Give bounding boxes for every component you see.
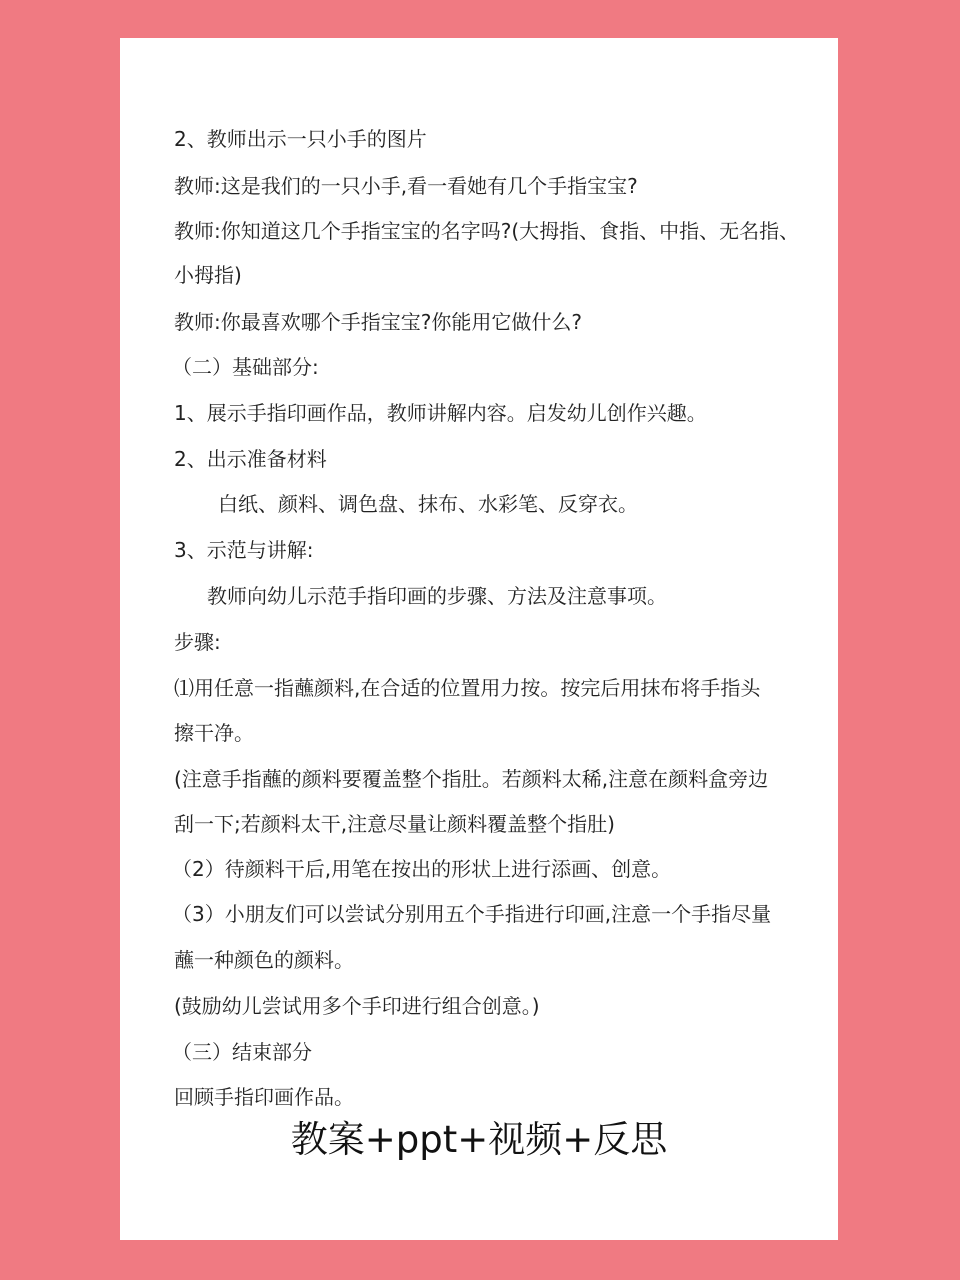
footer-title: 教案+ppt+视频+反思 [290,1118,668,1161]
text-line: 3、示范与讲解: [174,538,314,562]
text-line: 教师向幼儿示范手指印画的步骤、方法及注意事项。 [207,584,667,608]
text-line: 回顾手指印画作品。 [174,1085,354,1109]
text-line: 小拇指) [174,263,242,287]
text-line: 2、教师出示一只小手的图片 [174,127,427,151]
section-heading: （三）结束部分 [172,1040,312,1064]
text-line: （3）小朋友们可以尝试分别用五个手指进行印画,注意一个手指尽量 [172,902,772,926]
text-line: 刮一下;若颜料太干,注意尽量让颜料覆盖整个指肚) [174,812,615,836]
text-line: 1、展示手指印画作品，教师讲解内容。启发幼儿创作兴趣。 [174,401,707,425]
text-line: 教师:这是我们的一只小手,看一看她有几个手指宝宝? [174,174,638,198]
text-line: 白纸、颜料、调色盘、抹布、水彩笔、反穿衣。 [218,492,638,516]
section-heading: （二）基础部分: [172,355,319,379]
text-line: （2）待颜料干后,用笔在按出的形状上进行添画、创意。 [172,857,672,881]
text-line: 擦干净。 [174,721,254,745]
text-line: (注意手指蘸的颜料要覆盖整个指肚。若颜料太稀,注意在颜料盒旁边 [174,767,769,791]
text-line: ⑴用任意一指蘸颜料,在合适的位置用力按。按完后用抹布将手指头 [174,676,761,700]
text-line: 教师:你最喜欢哪个手指宝宝?你能用它做什么? [174,310,582,334]
text-line: 步骤: [174,630,221,654]
document-card [120,38,838,1240]
text-line: 2、出示准备材料 [174,447,327,471]
text-line: 教师:你知道这几个手指宝宝的名字吗?(大拇指、食指、中指、无名指、 [174,219,800,243]
text-line: (鼓励幼儿尝试用多个手印进行组合创意。) [174,994,540,1018]
text-line: 蘸一种颜色的颜料。 [174,948,354,972]
